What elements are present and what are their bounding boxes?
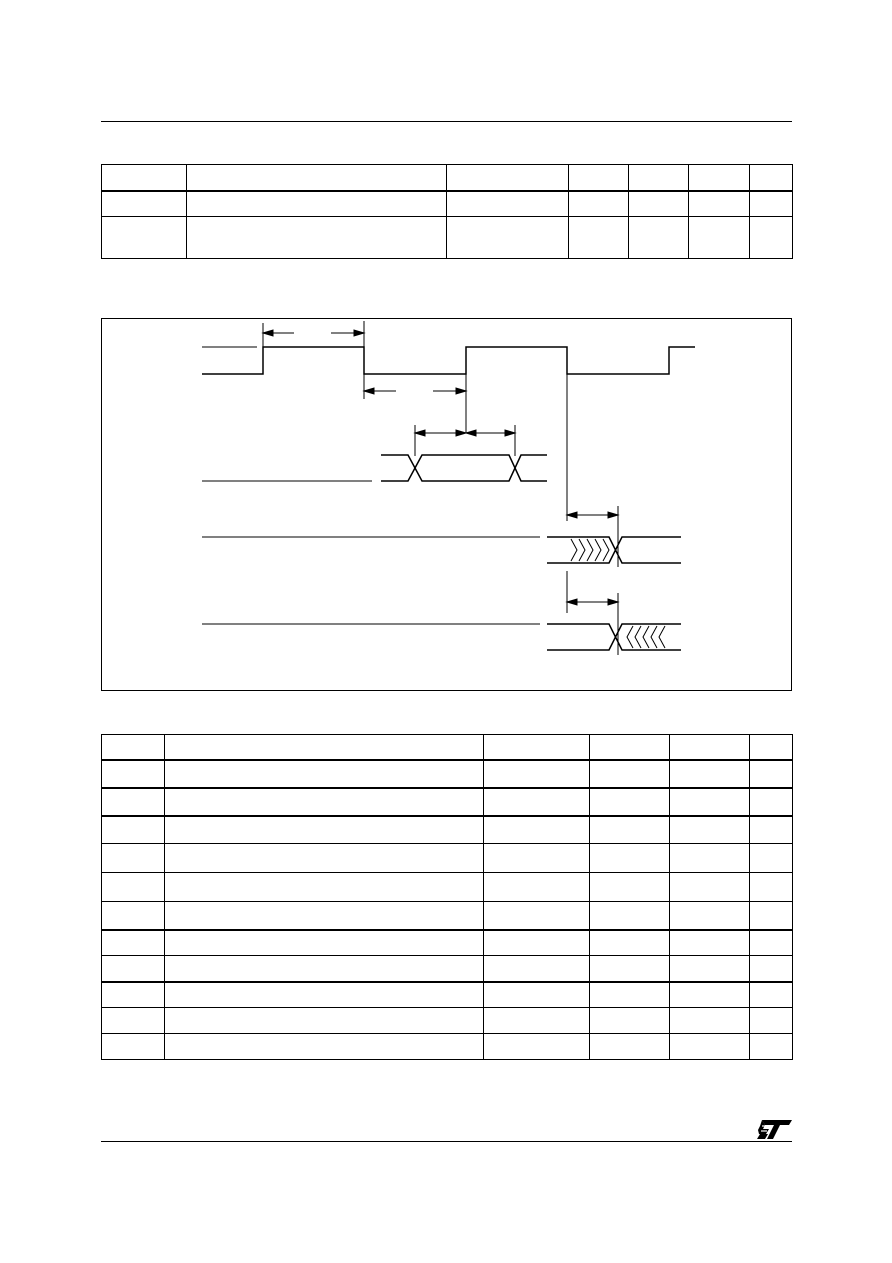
- table-cell: [750, 844, 793, 873]
- table-cell: [670, 760, 750, 788]
- bottom-parameter-table: [101, 734, 793, 1060]
- table-row: [102, 217, 793, 259]
- table-cell: [670, 902, 750, 930]
- table-cell: [102, 844, 165, 873]
- table-cell: [569, 217, 629, 259]
- table-row: [102, 816, 793, 844]
- table-cell: [102, 788, 165, 816]
- header-cell: [629, 165, 689, 191]
- table-cell: [750, 788, 793, 816]
- header-cell: [187, 165, 447, 191]
- table-cell: [102, 217, 187, 259]
- table-cell: [484, 816, 590, 844]
- table-cell: [590, 816, 670, 844]
- table-cell: [165, 1008, 484, 1034]
- table-cell: [750, 902, 793, 930]
- table-cell: [484, 902, 590, 930]
- table-cell: [590, 930, 670, 956]
- table-cell: [590, 760, 670, 788]
- top-parameter-table: [101, 164, 793, 259]
- table-cell: [484, 982, 590, 1008]
- table-cell: [484, 788, 590, 816]
- table-cell: [484, 760, 590, 788]
- header-cell: [569, 165, 629, 191]
- table-cell: [165, 816, 484, 844]
- header-cell: [165, 735, 484, 760]
- table-cell: [750, 1008, 793, 1034]
- st-logo-glyph: [756, 1117, 792, 1141]
- table-cell: [187, 217, 447, 259]
- table-cell: [484, 873, 590, 902]
- table-cell: [165, 873, 484, 902]
- table-header-row: [102, 165, 793, 191]
- table-cell: [750, 982, 793, 1008]
- table-cell: [102, 982, 165, 1008]
- table-cell: [447, 191, 569, 217]
- table-cell: [670, 844, 750, 873]
- table-cell: [750, 191, 793, 217]
- table-row: [102, 982, 793, 1008]
- table-cell: [102, 902, 165, 930]
- table-cell: [670, 873, 750, 902]
- table-cell: [102, 930, 165, 956]
- table-cell: [750, 760, 793, 788]
- table-row: [102, 956, 793, 982]
- table-cell: [590, 956, 670, 982]
- header-cell: [102, 165, 187, 191]
- table-cell: [670, 816, 750, 844]
- header-cell: [590, 735, 670, 760]
- table-cell: [750, 1034, 793, 1060]
- timing-diagram: [102, 319, 791, 690]
- table-cell: [670, 982, 750, 1008]
- header-cell: [484, 735, 590, 760]
- table-row: [102, 760, 793, 788]
- table-row: [102, 1008, 793, 1034]
- table-cell: [102, 956, 165, 982]
- table-cell: [750, 956, 793, 982]
- table-cell: [165, 956, 484, 982]
- table-cell: [102, 191, 187, 217]
- table-cell: [102, 760, 165, 788]
- table-cell: [102, 873, 165, 902]
- st-logo-icon: [756, 1117, 792, 1141]
- header-cell: [447, 165, 569, 191]
- table-row: [102, 844, 793, 873]
- header-cell: [750, 165, 793, 191]
- table-cell: [484, 844, 590, 873]
- table-cell: [590, 788, 670, 816]
- table-row: [102, 191, 793, 217]
- table-cell: [165, 760, 484, 788]
- header-rule: [101, 121, 792, 122]
- table-row: [102, 873, 793, 902]
- data-output-bus: [547, 537, 681, 563]
- setup-hold-dimension: [415, 425, 515, 456]
- table-cell: [187, 191, 447, 217]
- table-row: [102, 788, 793, 816]
- low-time-dimension: [364, 374, 466, 433]
- table-row: [102, 1034, 793, 1060]
- table-row: [102, 902, 793, 930]
- table-cell: [670, 956, 750, 982]
- table-cell: [484, 930, 590, 956]
- data-input-bus: [381, 455, 547, 481]
- table-cell: [102, 1034, 165, 1060]
- table-cell: [102, 816, 165, 844]
- header-cell: [102, 735, 165, 760]
- table-cell: [670, 1034, 750, 1060]
- table-cell: [670, 1008, 750, 1034]
- header-cell: [670, 735, 750, 760]
- table-row: [102, 930, 793, 956]
- table-cell: [590, 873, 670, 902]
- table-cell: [165, 844, 484, 873]
- table-cell: [750, 217, 793, 259]
- table-cell: [165, 982, 484, 1008]
- table-cell: [484, 1008, 590, 1034]
- table-cell: [750, 930, 793, 956]
- table-cell: [590, 902, 670, 930]
- table-cell: [670, 930, 750, 956]
- table-cell: [689, 217, 750, 259]
- header-cell: [689, 165, 750, 191]
- table-cell: [165, 930, 484, 956]
- table-cell: [484, 1034, 590, 1060]
- table-cell: [590, 1034, 670, 1060]
- table-cell: [590, 1008, 670, 1034]
- table-cell: [484, 956, 590, 982]
- table-cell: [165, 1034, 484, 1060]
- table-header-row: [102, 735, 793, 760]
- table-cell: [165, 788, 484, 816]
- high-time-dimension: [263, 321, 364, 347]
- table-cell: [569, 191, 629, 217]
- table-cell: [590, 982, 670, 1008]
- table-cell: [629, 217, 689, 259]
- table-cell: [670, 788, 750, 816]
- header-cell: [750, 735, 793, 760]
- table-cell: [750, 816, 793, 844]
- table-cell: [629, 191, 689, 217]
- clock-waveform: [202, 347, 695, 374]
- table-cell: [590, 844, 670, 873]
- table-cell: [102, 1008, 165, 1034]
- data-output-2-bus: [547, 624, 681, 650]
- table-cell: [447, 217, 569, 259]
- table-cell: [165, 902, 484, 930]
- footer-rule: [101, 1141, 792, 1142]
- table-cell: [689, 191, 750, 217]
- table-cell: [750, 873, 793, 902]
- timing-diagram-frame: [101, 318, 792, 691]
